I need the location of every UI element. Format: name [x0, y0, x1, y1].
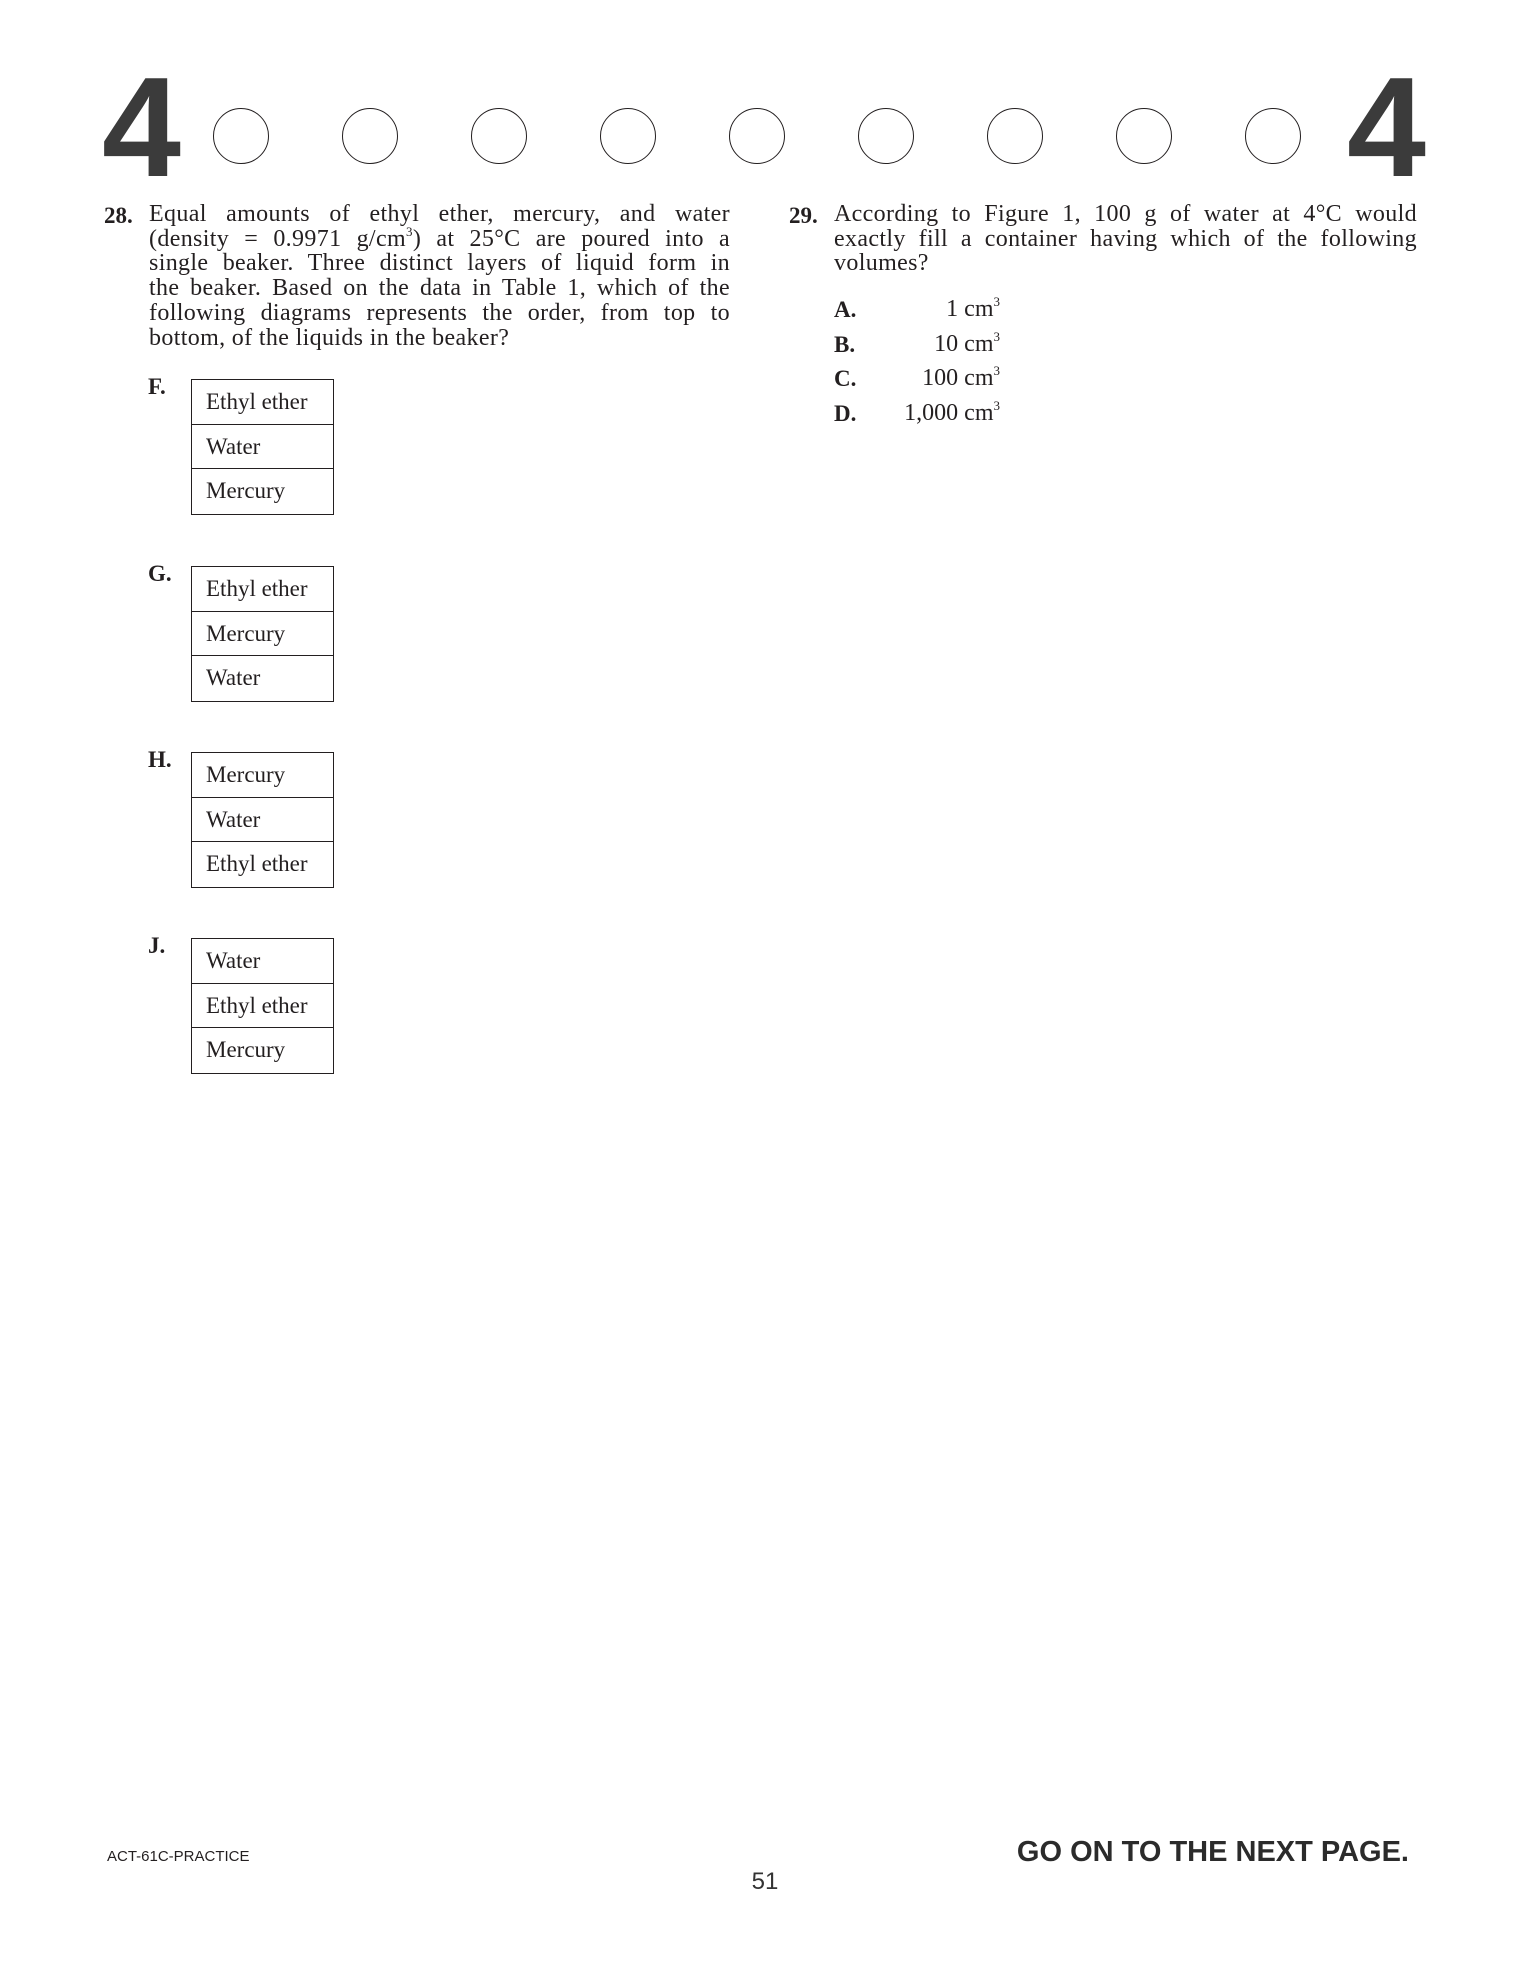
layer-cell: Water — [192, 798, 333, 843]
section-number-left: 4 — [102, 48, 181, 207]
header-circle — [729, 108, 785, 164]
header-circle — [471, 108, 527, 164]
question-28-text — [149, 202, 730, 350]
question-28-number: 28. — [104, 203, 133, 228]
question-text-line: Equal amounts of ethyl ether, mercury, and water — [149, 201, 730, 227]
superscript: 3 — [993, 294, 1000, 309]
form-code: ACT-61C-PRACTICE — [107, 1848, 250, 1865]
superscript: 3 — [993, 363, 1000, 378]
question-text-fragment: (density = 0.9971 g/cm — [149, 225, 406, 252]
option-value-text: 1 cm — [946, 296, 994, 322]
layer-cell: Ethyl ether — [206, 851, 308, 876]
layer-cell: Water — [206, 665, 261, 690]
header-circle — [213, 108, 269, 164]
question-29-number: 29. — [789, 203, 818, 228]
layer-cell: Mercury — [192, 612, 333, 657]
option-h-label[interactable]: H. — [148, 747, 172, 772]
option-d-label[interactable]: D. — [834, 401, 857, 426]
option-f-label[interactable]: F. — [148, 374, 166, 399]
header-circle — [600, 108, 656, 164]
option-j-label[interactable]: J. — [148, 933, 166, 958]
header-circle — [987, 108, 1043, 164]
go-on-notice: GO ON TO THE NEXT PAGE. — [1016, 1836, 1409, 1868]
question-text-line: single beaker. Three distinct layers of liquid form in — [149, 250, 730, 277]
option-value-text: 1,000 cm — [904, 400, 994, 426]
layer-cell: Mercury — [206, 478, 286, 503]
option-value-text: 100 cm — [922, 365, 994, 391]
option-h-diagram[interactable] — [191, 752, 334, 888]
option-g-diagram[interactable] — [191, 566, 334, 702]
layer-cell: Water — [192, 939, 333, 984]
superscript: 3 — [405, 223, 413, 239]
superscript: 3 — [993, 329, 1000, 344]
superscript: 3 — [993, 398, 1000, 413]
question-text-line — [149, 223, 730, 252]
option-value-text: 10 cm — [934, 331, 994, 357]
question-text-line: volumes? — [834, 250, 929, 277]
question-text-line: According to Figure 1, 100 g of water at 4°C would — [834, 201, 1417, 227]
layer-cell: Ethyl ether — [192, 984, 333, 1029]
layer-cell: Ethyl ether — [192, 380, 333, 425]
option-j-diagram[interactable] — [191, 938, 334, 1074]
option-g-label[interactable]: G. — [148, 561, 172, 586]
layer-cell: Mercury — [206, 1037, 286, 1062]
layer-cell: Mercury — [192, 753, 333, 798]
option-a-label[interactable]: A. — [834, 297, 857, 322]
option-f-diagram[interactable] — [191, 379, 334, 515]
layer-cell: Water — [192, 425, 333, 470]
header-circle — [858, 108, 914, 164]
page-number: 51 — [751, 1868, 779, 1895]
header-circle — [342, 108, 398, 164]
option-b-label[interactable]: B. — [834, 332, 856, 357]
question-text-line: bottom, of the liquids in the beaker? — [149, 324, 510, 351]
layer-cell: Ethyl ether — [192, 567, 333, 612]
question-text-fragment: ) at 25°C are poured into a — [412, 225, 730, 252]
question-text-line: exactly fill a container having which of the following — [834, 225, 1417, 252]
question-text-line: following diagrams represents the order, from top to — [149, 299, 730, 326]
question-text-line: the beaker. Based on the data in Table 1, which of the — [149, 275, 730, 302]
question-29-text — [834, 202, 1417, 276]
header-circle — [1245, 108, 1301, 164]
section-number-right: 4 — [1347, 48, 1426, 207]
header-circle — [1116, 108, 1172, 164]
option-c-label[interactable]: C. — [834, 366, 857, 391]
